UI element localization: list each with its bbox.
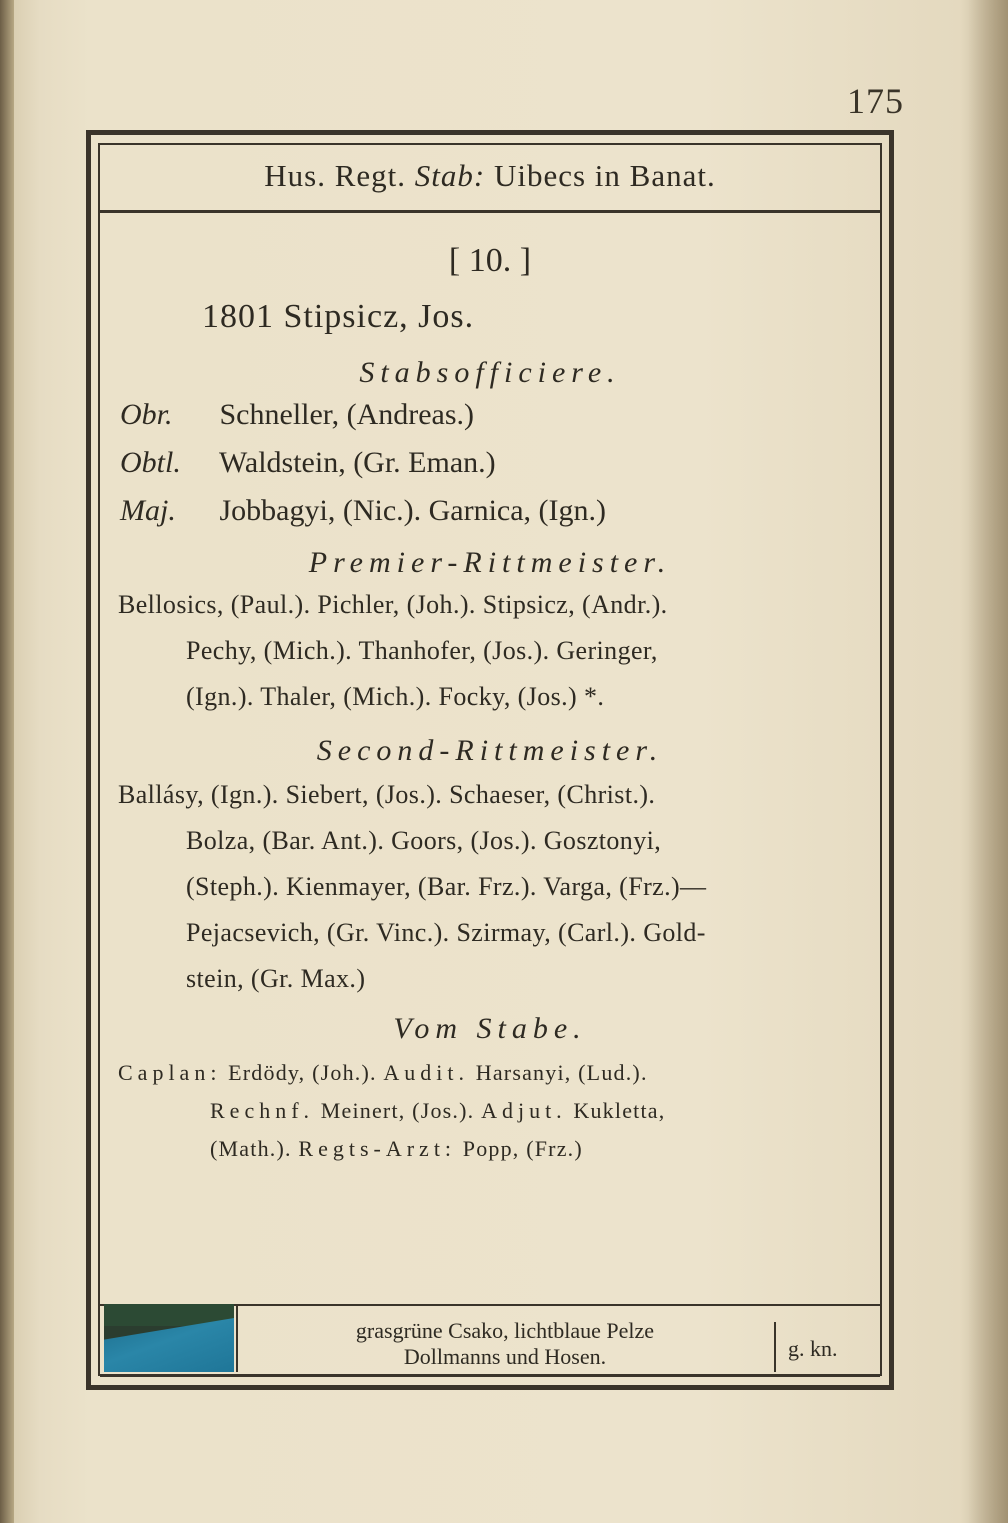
premier-rittmeister-line: Bellosics, (Paul.). Pichler, (Joh.). Stipsicz, (Andr.). bbox=[118, 590, 668, 619]
uniform-line-1: grasgrüne Csako, lichtblaue Pelze bbox=[355, 1318, 655, 1343]
rank-abbrev: Maj. bbox=[120, 494, 176, 527]
premier-rittmeister-line: Pechy, (Mich.). Thanhofer, (Jos.). Geringer, bbox=[186, 636, 658, 665]
uniform-description bbox=[240, 1318, 770, 1370]
section-heading-vom-stabe: Vom Stabe. bbox=[393, 1012, 587, 1045]
section-heading-second-rittmeister: Second-Rittmeister. bbox=[316, 734, 664, 767]
officer-names: Schneller, (Andreas.) bbox=[219, 398, 475, 431]
button-code: g. kn. bbox=[788, 1336, 838, 1361]
officer-names: Jobbagyi, (Nic.). Garnica, (Ign.) bbox=[219, 494, 607, 527]
rank-abbrev: Obr. bbox=[120, 398, 173, 431]
premier-rittmeister-line: (Ign.). Thaler, (Mich.). Focky, (Jos.) *. bbox=[186, 682, 605, 711]
uniform-line-2: Dollmanns und Hosen. bbox=[403, 1344, 607, 1369]
rechnf-label: Rechnf. bbox=[210, 1098, 315, 1123]
regiment-header bbox=[100, 158, 880, 194]
rank-abbrev: Obtl. bbox=[120, 446, 181, 479]
staff-line-1 bbox=[118, 1060, 648, 1086]
audit-name: Harsanyi, (Lud.). bbox=[475, 1060, 648, 1085]
staff-line-2 bbox=[210, 1098, 665, 1124]
page-number: 175 bbox=[847, 81, 904, 121]
adjut-name: Kukletta, bbox=[573, 1098, 666, 1123]
second-rittmeister-line: Bolza, (Bar. Ant.). Goors, (Jos.). Gosztonyi, bbox=[186, 826, 662, 855]
regiment-number: [ 10. ] bbox=[448, 242, 532, 279]
header-prefix: Hus. Regt. bbox=[264, 158, 407, 193]
swatch-divider bbox=[236, 1306, 238, 1372]
caplan-name: Erdödy, (Joh.). bbox=[228, 1060, 377, 1085]
header-location: Uibecs in Banat. bbox=[493, 158, 716, 193]
adjut-label: Adjut. bbox=[481, 1098, 567, 1123]
regiment-owner: 1801 Stipsicz, Jos. bbox=[202, 298, 475, 335]
arzt-label: Regts-Arzt: bbox=[298, 1136, 457, 1161]
second-rittmeister-line: stein, (Gr. Max.) bbox=[186, 964, 366, 993]
audit-label: Audit. bbox=[383, 1060, 470, 1085]
officer-row-obtl bbox=[120, 446, 496, 480]
second-rittmeister-line: Pejacsevich, (Gr. Vinc.). Szirmay, (Carl.). Gold- bbox=[186, 918, 706, 947]
frame-bottom-rule bbox=[100, 1374, 880, 1377]
arzt-name: Popp, (Frz.) bbox=[462, 1136, 583, 1161]
uniform-divider bbox=[774, 1322, 776, 1372]
staff-prefix: (Math.). bbox=[210, 1136, 292, 1161]
officer-row-obr bbox=[120, 398, 474, 432]
page-right-edge bbox=[968, 0, 1008, 1523]
book-binding-edge bbox=[0, 0, 14, 1523]
section-heading-stabsofficiere: Stabsofficiere. bbox=[359, 356, 621, 389]
officer-row-maj bbox=[120, 494, 606, 528]
caplan-label: Caplan: bbox=[118, 1060, 222, 1085]
header-rule bbox=[100, 210, 880, 213]
second-rittmeister-line: Ballásy, (Ign.). Siebert, (Jos.). Schaeser, (Christ.). bbox=[118, 780, 656, 809]
staff-line-3 bbox=[210, 1136, 583, 1162]
second-rittmeister-line: (Steph.). Kienmayer, (Bar. Frz.). Varga, (Frz.)— bbox=[186, 872, 707, 901]
rechnf-name: Meinert, (Jos.). bbox=[320, 1098, 475, 1123]
section-heading-premier-rittmeister: Premier-Rittmeister. bbox=[308, 546, 672, 579]
header-stab-label: Stab: bbox=[414, 158, 486, 193]
officer-names: Waldstein, (Gr. Eman.) bbox=[218, 446, 496, 479]
